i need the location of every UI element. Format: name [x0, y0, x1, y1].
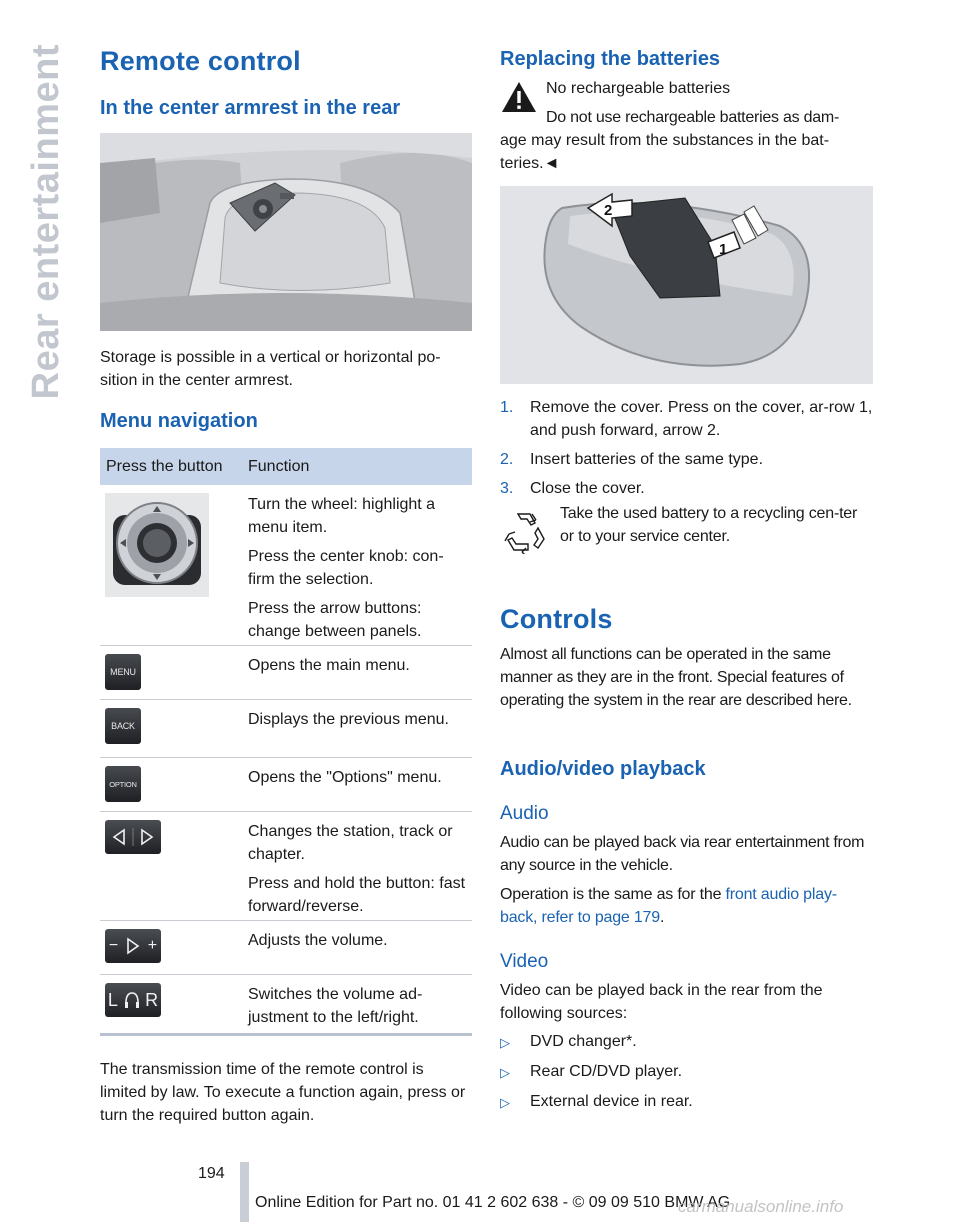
balance-left-symbol: L [107, 989, 118, 1010]
menu-navigation-table [100, 448, 472, 1036]
back-button-icon: BACK [105, 708, 141, 744]
step-number: 1. [500, 399, 514, 416]
warning-text-rest: age may result from the substances in the bat‐teries.◄ [500, 132, 830, 172]
page-number: 194 [198, 1165, 225, 1182]
warning-heading: No rechargeable batteries [546, 80, 731, 97]
volume-buttons-icon [105, 929, 161, 963]
header-function: Function [248, 457, 310, 475]
table-row [100, 975, 472, 1033]
table-row [100, 485, 472, 646]
armrest-subtitle: In the center armrest in the rear [100, 97, 401, 119]
front-audio-playback-link[interactable]: front audio play‐back, refer to page 179 [500, 886, 837, 926]
step-text: Remove the cover. Press on the cover, ar‐row 1, and push forward, arrow 2. [530, 399, 873, 439]
balance-right-symbol: R [145, 989, 159, 1010]
list-item [500, 448, 873, 471]
recycle-icon [500, 508, 548, 559]
list-item-text: External device in rear. [530, 1093, 693, 1110]
volume-line-1: Adjusts the volume. [248, 932, 388, 949]
audio-operation-suffix: . [659, 909, 665, 926]
remote-control-title: Remote control [100, 46, 301, 76]
table-row [100, 700, 472, 758]
arrow-buttons-icon [105, 820, 161, 854]
step-text: Close the cover. [530, 480, 645, 497]
list-item-text: Rear CD/DVD player. [530, 1063, 683, 1080]
warning-text-line1: Do not use rechargeable batteries as dam‐ [546, 109, 840, 126]
table-row [100, 758, 472, 812]
controls-paragraph: Almost all functions can be operated in the same manner as they are in the front. Special features of operating the system in the rear are described here. [500, 646, 852, 709]
video-title: Video [500, 951, 549, 972]
recycle-text: Take the used battery to a recycling cen‐ter or to your service center. [560, 505, 858, 545]
arrow-label-1: 1 [719, 241, 728, 258]
arrows-line-2: Press and hold the button: fast forward/reverse. [248, 875, 466, 915]
battery-steps-list [500, 396, 873, 506]
step-number: 2. [500, 451, 514, 468]
warning-icon [500, 80, 538, 119]
balance-buttons-icon [105, 983, 161, 1017]
table-header [100, 448, 472, 485]
menu-line-1: Opens the main menu. [248, 657, 410, 674]
table-bottom-rule [100, 1033, 472, 1036]
audio-operation-prefix: Operation is the same as for the [500, 886, 726, 903]
list-item [500, 1060, 873, 1084]
remote-battery-illustration [500, 186, 873, 384]
list-item [500, 477, 873, 500]
menu-navigation-title: Menu navigation [100, 410, 258, 432]
audio-operation-paragraph [500, 883, 873, 929]
table-row [100, 812, 472, 921]
knob-line-3: Press the arrow buttons: change between panels. [248, 600, 422, 640]
list-item [500, 396, 873, 442]
armrest-illustration [100, 133, 472, 331]
option-line-1: Opens the "Options" menu. [248, 769, 442, 786]
step-text: Insert batteries of the same type. [530, 451, 764, 468]
side-chapter-title [24, 44, 68, 1104]
audio-video-title: Audio/video playback [500, 758, 706, 780]
list-item [500, 1090, 873, 1114]
list-item-text: DVD changer*. [530, 1033, 637, 1050]
arrow-label-2: 2 [604, 202, 613, 219]
armrest-photo [100, 133, 472, 331]
replacing-batteries-title: Replacing the batteries [500, 48, 721, 70]
audio-paragraph: Audio can be played back via rear entertainment from any source in the vehicle. [500, 834, 865, 874]
watermark: carmanualsonline.info [678, 1197, 844, 1216]
table-row [100, 921, 472, 975]
header-press-button: Press the button [106, 457, 223, 475]
side-chapter-title-text: Rear entertainment [24, 44, 67, 400]
volume-minus-symbol: − [108, 937, 119, 954]
video-sources-list [500, 1030, 873, 1120]
speaker-icon [126, 937, 140, 955]
list-item [500, 1030, 873, 1054]
balance-line-1: Switches the volume ad‐justment to the left/right. [248, 986, 423, 1026]
knob-line-1: Turn the wheel: highlight a menu item. [248, 496, 436, 536]
triangle-bullet-icon: ▷ [500, 1035, 510, 1050]
edition-footer: Online Edition for Part no. 01 41 2 602 638 - © 09 09 510 BMW AG [255, 1194, 731, 1211]
menu-button-icon: MENU [105, 654, 141, 690]
step-number: 3. [500, 480, 514, 497]
arrows-line-1: Changes the station, track or chapter. [248, 823, 453, 863]
controller-knob-icon [105, 493, 209, 597]
video-paragraph: Video can be played back in the rear from the following sources: [500, 982, 823, 1022]
storage-paragraph: Storage is possible in a vertical or horizontal po‐sition in the center armrest. [100, 349, 441, 389]
footer-marker-bar [240, 1162, 249, 1222]
knob-line-2: Press the center knob: con‐firm the selection. [248, 548, 444, 588]
back-line-1: Displays the previous menu. [248, 711, 449, 728]
table-row [100, 646, 472, 700]
option-button-icon: OPTION [105, 766, 141, 802]
volume-plus-symbol: + [147, 937, 158, 954]
controls-title: Controls [500, 604, 613, 634]
triangle-bullet-icon: ▷ [500, 1095, 510, 1110]
triangle-bullet-icon: ▷ [500, 1065, 510, 1080]
transmission-paragraph: The transmission time of the remote control is limited by law. To execute a function again, press or turn the required button again. [100, 1061, 466, 1124]
battery-cover-image [500, 186, 873, 384]
audio-title: Audio [500, 803, 549, 824]
headphones-icon [124, 991, 140, 1009]
